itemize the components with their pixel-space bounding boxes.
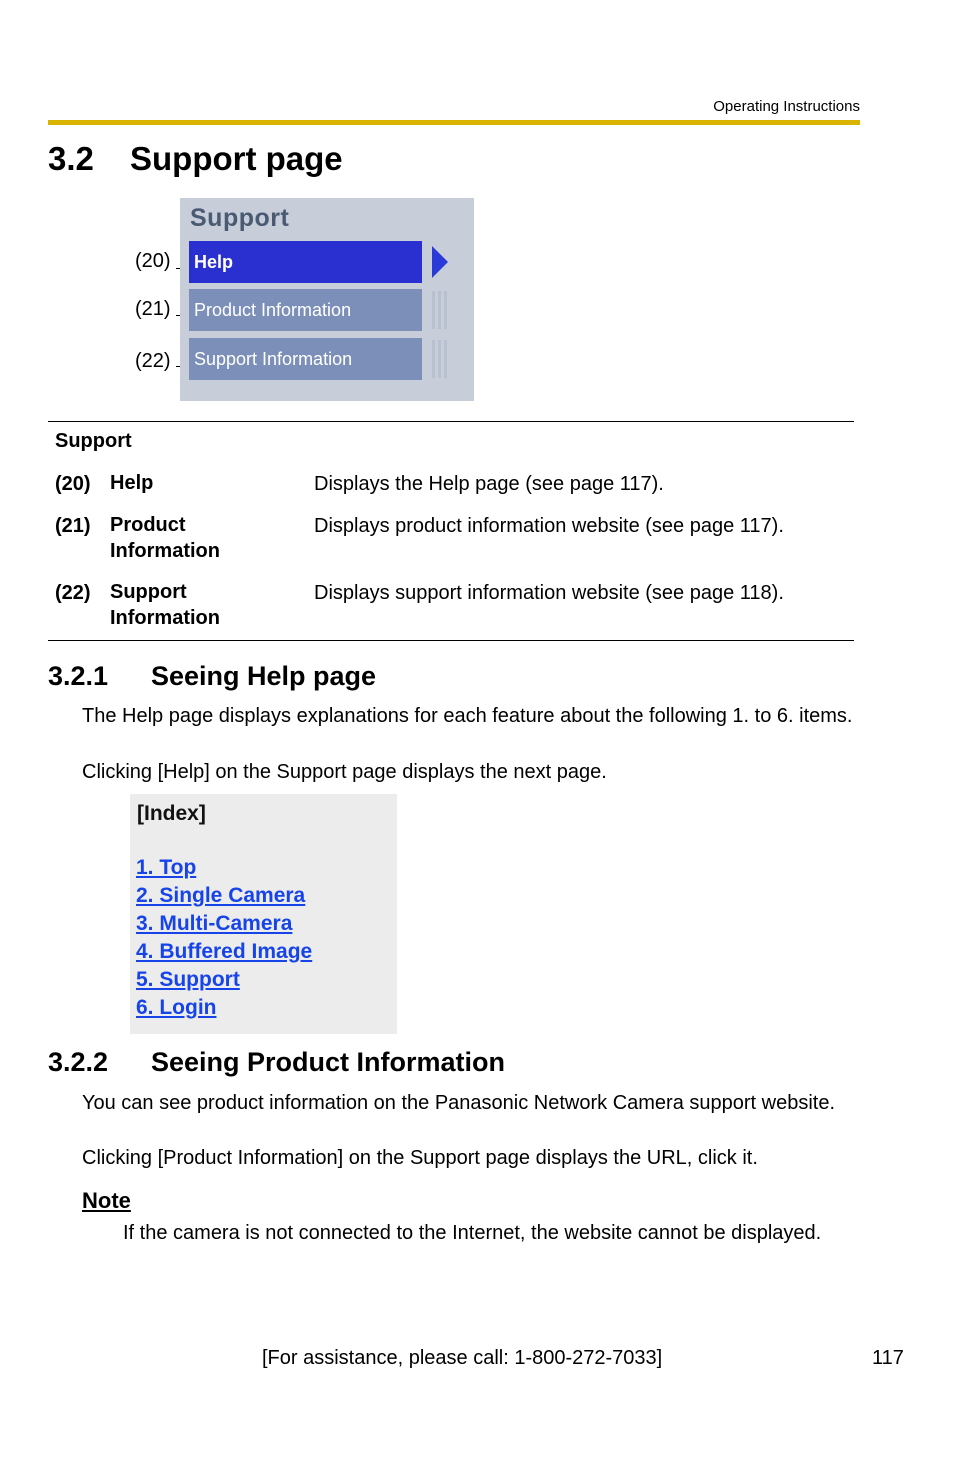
support-menu-screenshot (180, 198, 474, 401)
subsection-heading (48, 661, 376, 692)
table-row-label (110, 470, 153, 496)
subsection-number: 3.2.2 (48, 1047, 109, 1077)
index-link-support[interactable]: 5. Support (136, 968, 240, 991)
paragraph: Clicking [Product Information] on the Support page displays the URL, click it. (82, 1147, 758, 1169)
subsection-title: Seeing Help page (151, 661, 377, 691)
callout-20: (20) (135, 250, 171, 272)
table-row-number: (21) (55, 515, 91, 537)
index-link-login[interactable]: 6. Login (136, 996, 217, 1019)
table-row-label-line: Information (110, 607, 220, 629)
section-title: Support page (130, 140, 343, 177)
support-information-button[interactable]: Support Information (189, 338, 422, 380)
page-number: 117 (872, 1347, 904, 1369)
index-link-multi-camera[interactable]: 3. Multi-Camera (136, 912, 293, 935)
support-menu-title: Support (190, 204, 290, 232)
index-link-buffered-image[interactable]: 4. Buffered Image (136, 940, 313, 963)
pattern-decoration (432, 291, 448, 329)
help-index-screenshot (130, 794, 397, 1034)
table-bottom-rule (48, 640, 854, 641)
pattern-decoration (432, 340, 448, 378)
table-row-description: Displays the Help page (see page 117). (314, 473, 664, 495)
table-row-number: (22) (55, 582, 91, 604)
table-top-rule (48, 421, 854, 422)
table-row-label-line: Support (110, 581, 187, 603)
table-row-label-line: Help (110, 472, 154, 494)
subsection-heading (48, 1047, 505, 1078)
table-row-label-line: Product (110, 514, 186, 536)
index-link-top[interactable]: 1. Top (136, 856, 197, 879)
footer-assistance: [For assistance, please call: 1-800-272-7033] (262, 1347, 663, 1369)
index-link-single-camera[interactable]: 2. Single Camera (136, 884, 306, 907)
table-row-label (110, 512, 220, 564)
table-row-number: (20) (55, 473, 91, 495)
table-row-description: Displays product information website (see page 117). (314, 515, 784, 537)
index-title: [Index] (137, 802, 206, 825)
selected-arrow-icon (432, 246, 448, 278)
note-text: If the camera is not connected to the Internet, the website cannot be displayed. (123, 1222, 822, 1244)
table-row-label (110, 579, 220, 631)
subsection-title: Seeing Product Information (151, 1047, 506, 1077)
paragraph: The Help page displays explanations for each feature about the following 1. to 6. items. (82, 705, 853, 727)
section-number: 3.2 (48, 140, 94, 177)
callout-22: (22) (135, 350, 171, 372)
help-button[interactable]: Help (189, 241, 422, 283)
paragraph: Clicking [Help] on the Support page displays the next page. (82, 761, 607, 783)
callout-21: (21) (135, 298, 171, 320)
section-heading (48, 140, 343, 178)
table-heading: Support (55, 430, 132, 452)
note-label: Note (82, 1188, 131, 1213)
table-row-label-line: Information (110, 540, 220, 562)
subsection-number: 3.2.1 (48, 661, 109, 691)
product-information-button[interactable]: Product Information (189, 289, 422, 331)
header-rule (48, 120, 860, 125)
paragraph: You can see product information on the Panasonic Network Camera support website. (82, 1092, 836, 1114)
document-title: Operating Instructions (713, 98, 860, 115)
table-row-description: Displays support information website (see page 118). (314, 582, 784, 604)
